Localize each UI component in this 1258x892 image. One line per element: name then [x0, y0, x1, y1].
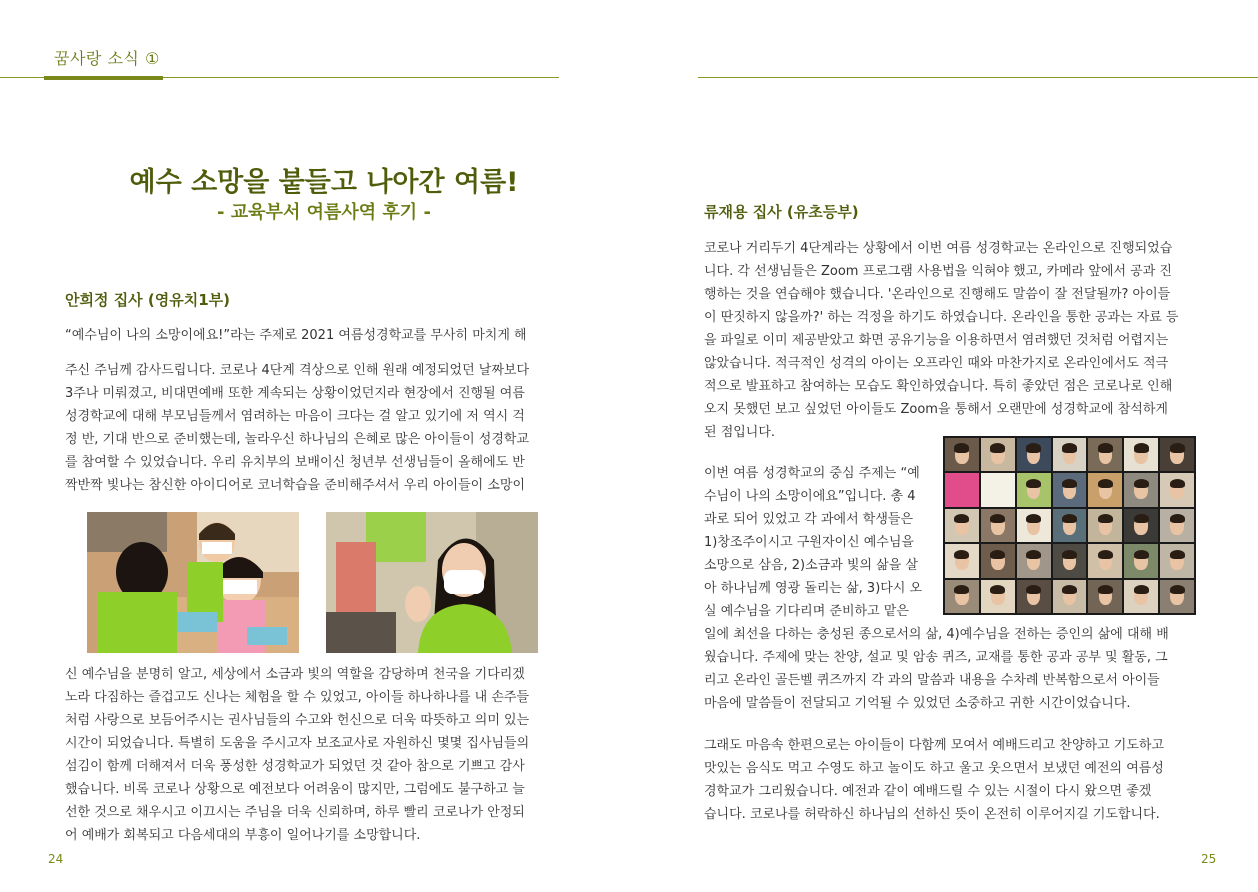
- zoom-tile: [1017, 509, 1051, 542]
- participant-hair: [1098, 479, 1113, 488]
- text-line: 짝반짝 빛나는 참신한 아이디어로 코너학습을 준비해주셔서 우리 아이들이 소망이: [65, 478, 526, 493]
- zoom-tile: [1053, 544, 1087, 577]
- zoom-tile: [1160, 580, 1194, 613]
- participant-hair: [1170, 443, 1185, 452]
- zoom-tile: [945, 544, 979, 577]
- text-line: 마음에 말씀들이 전달되고 기억될 수 있었던 소중하고 귀한 시간이었습니다.: [704, 696, 1131, 711]
- intro-line: “예수님이 나의 소망이에요!”라는 주제로 2021 여름성경학교를 무사히 마치게 해: [65, 328, 527, 343]
- page-title: 예수 소망을 붙들고 나아간 여름!: [129, 167, 519, 198]
- participant-hair: [1026, 550, 1041, 559]
- zoom-tile: [1088, 438, 1122, 471]
- right-paragraph-2-wrap: [704, 462, 936, 623]
- text-line: 신 예수님을 분명히 알고, 세상에서 소금과 빛의 역할을 감당하며 천국을 기다리겠: [65, 667, 525, 682]
- participant-hair: [1170, 514, 1185, 523]
- author-left: 안희정 집사 (영유치1부): [65, 291, 231, 309]
- text-line: 섬김이 함께 더해져서 더욱 풍성한 성경학교가 되었던 것 같아 참으로 기쁘고 감사: [65, 759, 525, 774]
- zoom-tile: [981, 473, 1015, 506]
- zoom-tile: [1124, 544, 1158, 577]
- left-paragraph-2: [65, 663, 560, 847]
- zoom-tile: [981, 580, 1015, 613]
- right-paragraph-3: [704, 734, 1198, 826]
- zoom-tile: [1124, 509, 1158, 542]
- text-line: 오지 못했던 보고 싶었던 아이들도 Zoom을 통해서 오랜만에 성경학교에 참석하게: [704, 402, 1168, 417]
- page-number-right: 25: [1201, 852, 1217, 866]
- zoom-tile: [1053, 473, 1087, 506]
- text-line: 된 점입니다.: [704, 425, 776, 440]
- zoom-tile: [1017, 544, 1051, 577]
- participant-hair: [1026, 479, 1041, 488]
- participant-hair: [1134, 479, 1149, 488]
- text-line: 이번 여름 성경학교의 중심 주제는 “예: [704, 466, 920, 481]
- zoom-tile: [1124, 473, 1158, 506]
- photo-teacher-clapping: [326, 512, 538, 653]
- zoom-tile: [945, 580, 979, 613]
- text-line: 그래도 마음속 한편으로는 아이들이 다함께 모여서 예배드리고 찬양하고 기도하고: [704, 738, 1165, 753]
- participant-hair: [1170, 550, 1185, 559]
- zoom-tile: [1160, 509, 1194, 542]
- text-line: 코로나 거리두기 4단계라는 상황에서 이번 여름 성경학교는 온라인으로 진행되었습: [704, 241, 1173, 256]
- text-line: 노라 다짐하는 즐겁고도 신나는 체험을 할 수 있었고, 아이들 하나하나를 내 손주들: [65, 690, 530, 705]
- zoom-tile: [1088, 509, 1122, 542]
- photo-children-activity: [87, 512, 299, 653]
- text-line: 아 하나님께 영광 돌리는 삶, 3)다시 오: [704, 581, 923, 596]
- text-line: 처럼 사랑으로 보듬어주시는 권사님들의 수고와 헌신으로 더욱 따뜻하고 의미 있는: [65, 713, 530, 728]
- page-number-left: 24: [48, 852, 64, 866]
- zoom-tile: [981, 438, 1015, 471]
- text-line: 선한 것으로 채우시고 이끄시는 주님을 더욱 신뢰하며, 하루 빨리 코로나가 안정되: [65, 805, 525, 820]
- participant-hair: [1098, 550, 1113, 559]
- participant-hair: [1062, 514, 1077, 523]
- zoom-tile: [1088, 544, 1122, 577]
- text-line: 성경학교에 대해 부모님들께서 염려하는 마음이 크다는 걸 알고 있기에 저 역시 걱: [65, 409, 525, 424]
- zoom-tile: [1088, 473, 1122, 506]
- zoom-tile: [945, 509, 979, 542]
- zoom-tile: [1160, 438, 1194, 471]
- zoom-tile: [1053, 438, 1087, 471]
- text-line: 했습니다. 비록 코로나 상황으로 예전보다 어려움이 많지만, 그럼에도 불구하고 늘: [65, 782, 525, 797]
- participant-hair: [1062, 479, 1077, 488]
- participant-hair: [990, 585, 1005, 594]
- participant-hair: [954, 585, 969, 594]
- text-line: 시간이 되었습니다. 특별히 도움을 주시고자 보조교사로 자원하신 몇몇 집사님들의: [65, 736, 530, 751]
- left-paragraph-1: [65, 359, 560, 497]
- page-subtitle: - 교육부서 여름사역 후기 -: [217, 202, 431, 223]
- text-line: 실 예수님을 기다리며 준비하고 맡은: [704, 604, 909, 619]
- text-line: 수님이 나의 소망이에요”입니다. 총 4: [704, 489, 916, 504]
- participant-hair: [1134, 443, 1149, 452]
- text-line: 습니다. 코로나를 허락하신 하나님의 선하신 뜻이 온전히 이루어지길 기도합니다.: [704, 807, 1160, 822]
- header-rule-accent: [44, 76, 163, 80]
- text-line: 경학교가 그리웠습니다. 예전과 같이 예배드릴 수 있는 시절이 다시 왔으면 좋겠: [704, 784, 1152, 799]
- participant-hair: [1134, 514, 1149, 523]
- text-line: 정 반, 기대 반으로 준비했는데, 놀라우신 하나님의 은혜로 많은 아이들이 성경학교: [65, 432, 530, 447]
- text-line: 이 딴짓하지 않을까?' 하는 걱정을 하기도 하였습니다. 온라인을 통한 공과는 자료 등: [704, 310, 1179, 325]
- text-line: 일에 최선을 다하는 충성된 종으로서의 삶, 4)예수님을 전하는 증인의 삶에 대해 배: [704, 627, 1169, 642]
- right-paragraph-2-full: [704, 623, 1198, 715]
- participant-hair: [1170, 479, 1185, 488]
- zoom-tile: [1088, 580, 1122, 613]
- zoom-tile: [945, 473, 979, 506]
- participant-hair: [1062, 443, 1077, 452]
- participant-hair: [990, 550, 1005, 559]
- participant-hair: [1098, 585, 1113, 594]
- text-line: 않았습니다. 적극적인 성격의 아이는 오프라인 때와 마찬가지로 온라인에서도 적극: [704, 356, 1169, 371]
- text-line: 소망으로 삼음, 2)소금과 빛의 삶을 살: [704, 558, 918, 573]
- zoom-tile: [1053, 509, 1087, 542]
- participant-hair: [1026, 514, 1041, 523]
- text-line: 어 예배가 회복되고 다음세대의 부흥이 일어나기를 소망합니다.: [65, 828, 421, 843]
- text-line: 과로 되어 있었고 각 과에서 학생들은: [704, 512, 914, 527]
- header-rule-right: [698, 77, 1258, 78]
- text-line: 행하는 것을 연습해야 했습니다. '온라인으로 진행해도 말씀이 잘 전달될까? 아이들: [704, 287, 1171, 302]
- zoom-tile: [1017, 473, 1051, 506]
- participant-hair: [1062, 550, 1077, 559]
- participant-hair: [990, 443, 1005, 452]
- participant-hair: [954, 514, 969, 523]
- zoom-tile: [1160, 544, 1194, 577]
- participant-hair: [1098, 514, 1113, 523]
- zoom-tile: [1053, 580, 1087, 613]
- text-line: 맛있는 음식도 먹고 수영도 하고 놀이도 하고 울고 웃으면서 보냈던 예전의 여름성: [704, 761, 1164, 776]
- zoom-tile: [1124, 438, 1158, 471]
- text-line: 니다. 각 선생님들은 Zoom 프로그램 사용법을 익혀야 했고, 카메라 앞에서 공과 진: [704, 264, 1172, 279]
- text-line: 주신 주님께 감사드립니다. 코로나 4단계 격상으로 인해 원래 예정되었던 날짜보다: [65, 363, 530, 378]
- zoom-tile: [1124, 580, 1158, 613]
- participant-hair: [954, 443, 969, 452]
- author-right: 류재용 집사 (유초등부): [704, 203, 859, 221]
- zoom-tile: [981, 509, 1015, 542]
- text-line: 리고 온라인 골든벨 퀴즈까지 각 과의 말씀과 내용을 수차례 반복함으로서 아이들: [704, 673, 1160, 688]
- text-line: 적으로 발표하고 참여하는 모습도 확인하였습니다. 특히 좋았던 점은 코로나로 인해: [704, 379, 1173, 394]
- participant-hair: [954, 550, 969, 559]
- participant-hair: [1098, 443, 1113, 452]
- text-line: 웠습니다. 주제에 맞는 찬양, 설교 및 암송 퀴즈, 교재를 통한 공과 공부 및 활동, 그: [704, 650, 1168, 665]
- participant-hair: [1026, 585, 1041, 594]
- participant-hair: [1062, 585, 1077, 594]
- right-paragraph-1: [704, 237, 1198, 444]
- zoom-tile: [1160, 473, 1194, 506]
- text-line: 3주나 미뤄졌고, 비대면예배 또한 계속되는 상황이었던지라 현장에서 진행될 여름: [65, 386, 525, 401]
- zoom-tile: [1017, 580, 1051, 613]
- participant-hair: [1134, 550, 1149, 559]
- participant-hair: [1026, 443, 1041, 452]
- text-line: 을 파일로 이미 제공받았고 화면 공유기능을 이용하면서 염려했던 것처럼 어렵지는: [704, 333, 1169, 348]
- zoom-tile: [981, 544, 1015, 577]
- section-label: 꿈사랑 소식 ①: [54, 49, 160, 68]
- zoom-tile: [1017, 438, 1051, 471]
- participant-hair: [1134, 585, 1149, 594]
- text-line: 1)창조주이시고 구원자이신 예수님을: [704, 535, 914, 550]
- zoom-tile: [945, 438, 979, 471]
- participant-hair: [1170, 585, 1185, 594]
- text-line: 를 참여할 수 있었습니다. 우리 유치부의 보배이신 청년부 선생님들이 올해에도 반: [65, 455, 525, 470]
- photo-zoom-gallery: [943, 436, 1196, 615]
- participant-hair: [990, 514, 1005, 523]
